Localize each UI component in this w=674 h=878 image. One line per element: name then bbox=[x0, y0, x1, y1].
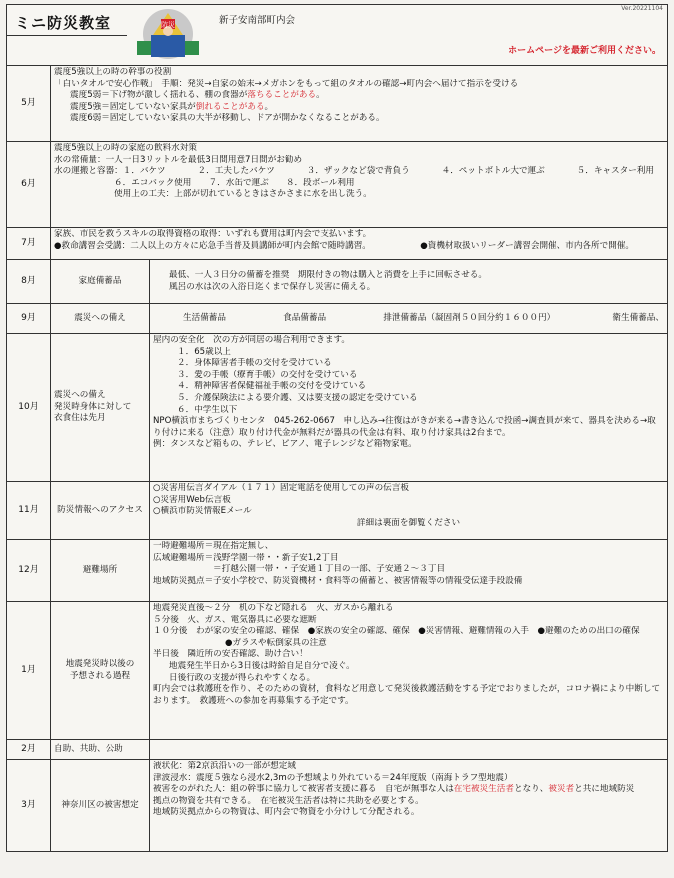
highlight-text: 在宅被災生活者 bbox=[453, 784, 514, 795]
text-line: 家族、市民を救うスキルの取得資格の取得：いずれも費用は町内会で支払います。 bbox=[54, 229, 372, 239]
row-august bbox=[7, 260, 668, 304]
topic-line: 地震発災時以後の bbox=[65, 658, 135, 669]
month-cell: 1月 bbox=[7, 602, 51, 740]
content-cell bbox=[51, 66, 668, 142]
text-line: ６．エコバック使用 ７．水缶で運ぶ ８．段ボール利用 bbox=[114, 177, 355, 188]
content-cell bbox=[150, 304, 668, 334]
text-line: 風呂の水は次の入浴日迄くまで保存し災害に備える。 bbox=[169, 281, 376, 292]
text-line: 被害をのがれた人：組の幹事に協力して被害者支援に暮る 自宅が無事な人は在宅被災生活者となり、被災者と共に地域防災 bbox=[153, 784, 635, 795]
row-december bbox=[7, 540, 668, 602]
text-line: 拠点の物資を共有できる。 在宅被災生活者は特に共助を必要とする。 bbox=[153, 795, 424, 806]
row-july bbox=[7, 228, 668, 260]
text-line: ６．中学生以下 bbox=[177, 404, 238, 415]
text-line: ５．介護保険法による要介護、又は要支援の認定を受けている bbox=[177, 392, 418, 403]
month-cell: 2月 bbox=[7, 740, 51, 760]
text-line: 水の常備量：一人一日3リットルを最低3日間用意7日間がお勧め bbox=[54, 154, 303, 165]
row-october bbox=[7, 334, 668, 482]
text-line: ２．身体障害者手帳の交付を受けている bbox=[177, 358, 332, 369]
row-january bbox=[7, 602, 668, 740]
month-cell: 10月 bbox=[7, 334, 51, 482]
text-line: ○横浜市防災情報Eメール bbox=[153, 506, 252, 517]
topic-line: 発災時身体に対して bbox=[54, 401, 132, 412]
text-line: 液状化：第2京浜沿いの一部が想定域 bbox=[153, 761, 296, 771]
text-line: 「白いタオルで安心作戦」 手順：発災→自家の始末→メガホンをもって組のタオルの確認→町内会へ届けて指示を受ける bbox=[54, 78, 519, 89]
text-line: 津波浸水：震度５強なら浸水2,3mの予想域より外れている＝24年度版（南海トラフ型地震） bbox=[153, 772, 513, 783]
content-cell bbox=[51, 142, 668, 228]
text-line: 水の運搬と容器：１．バケツ ２．工夫したバケツ ３．ザックなど袋で背負う ４．ペットボトル大で運ぶ ５．キャスター利用 bbox=[54, 166, 654, 177]
text-line: NPO横浜市まちづくりセンタ 045-262-0667 申し込み→往復はがきが来る→書き込んで投函→調査員が来て、器具を決める→取り付けに来る（注意）取り付け代金が無料だが器具の代金は有料、取り付け家具は2台まで。 bbox=[153, 416, 656, 438]
topic-cell bbox=[51, 334, 150, 482]
month-cell: 11月 bbox=[7, 482, 51, 540]
text-line: 地震発生半日から3日後は時給自足自分で凌ぐ。 bbox=[169, 660, 355, 671]
text-line: 屋内の安全化 次の方が同居の場合利用できます。 bbox=[153, 335, 350, 345]
text-line: ●救命講習会受講：二人以上の方々に応急手当普及員講師が町内会館で随時講習。 ●資機材取扱いリーダー講習会開催、市内各所で開催。 bbox=[54, 240, 634, 251]
row-september bbox=[7, 304, 668, 334]
topic-cell: 避難場所 bbox=[51, 540, 150, 602]
text-line: 例：タンスなど箱もの、テレビ、ピアノ、電子レンジなど箱物家電。 bbox=[153, 439, 417, 450]
text-line: 町内会では救護班を作り、そのための資材，食料など用意して発災後救護活動をする予定でおりましたが，コロナ禍により中断しております。 救護班への参加を再募集する予定です。 bbox=[153, 684, 661, 706]
highlight-text: 落ちることがある bbox=[247, 90, 317, 101]
homepage-notice: ホームページを最新ご利用ください。 bbox=[508, 46, 661, 56]
text-line: ●ガラスや転倒家具の注意 bbox=[225, 637, 327, 648]
row-march bbox=[7, 760, 668, 852]
topic-cell: 自助、共助、公助 bbox=[51, 740, 150, 760]
text-line: 震度5強以上の時の家庭の飲料水対策 bbox=[54, 143, 197, 153]
row-february bbox=[7, 740, 668, 760]
text-line: ○災害用Web伝言板 bbox=[153, 494, 231, 505]
highlight-text: 被災者 bbox=[548, 784, 575, 795]
month-cell: 8月 bbox=[7, 260, 51, 304]
text-line: 震度6弱＝固定していない家具の大半が移動し、ドアが開かなくなることがある。 bbox=[70, 113, 385, 124]
text-line: 地震発災直後～２分 机の下など隠れる 火、ガスから離れる bbox=[153, 603, 394, 613]
topic-line: 予想される過程 bbox=[69, 670, 131, 681]
topic-cell: 神奈川区の被害想定 bbox=[51, 760, 150, 852]
text-line: 広域避難場所＝浅野学園一帯・・新子安1,2丁目 bbox=[153, 552, 339, 563]
month-cell: 12月 bbox=[7, 540, 51, 602]
topic-line: 衣食住は先月 bbox=[54, 413, 106, 424]
text-line: 使用上の工夫：上部が切れているときはさかさまに水を出し洗う。 bbox=[114, 189, 372, 200]
schedule-table bbox=[6, 65, 668, 852]
highlight-text: 倒れることがある bbox=[195, 101, 265, 112]
text-line: ３．愛の手帳（療育手帳）の交付を受けている bbox=[177, 369, 358, 380]
text-line: 詳細は裏面を御覧ください bbox=[356, 517, 461, 528]
row-may bbox=[7, 66, 668, 142]
text-line: 一時避難場所＝現在指定無し、 bbox=[153, 541, 274, 551]
text-line: 生活備蓄品 食品備蓄品 排泄備蓄品（凝固剤５０回分約１６００円） 衛生備蓄品、 bbox=[183, 312, 664, 323]
text-line: １．65歳以上 bbox=[177, 346, 231, 357]
text-line: 半日後 隣近所の安否確認、助け合い！ bbox=[153, 649, 308, 660]
content-cell bbox=[150, 740, 668, 760]
text-line: 震度5強以上の時の幹事の役割 bbox=[54, 67, 172, 77]
content-cell bbox=[150, 540, 668, 602]
content-cell bbox=[51, 228, 668, 260]
text-line: 日後行政の支援が得られやすくなる。 bbox=[169, 672, 316, 683]
text-line: 地域防災拠点からの物資は、町内会で物資を小分けして分配される。 bbox=[153, 807, 420, 818]
content-cell bbox=[150, 760, 668, 852]
text-line: 地域防災拠点＝子安小学校で、防災資機材・食料等の備蓄と、被害情報等の情報受伝達手段設備 bbox=[153, 575, 523, 586]
text-line: １０分後 わが家の安全の確認、確保 ●家族の安全の確認、確保 ●災害情報、避難情報の入手 ●避難のための出口の確保 bbox=[153, 626, 640, 637]
content-cell bbox=[150, 334, 668, 482]
page-title: ミニ防災教室 bbox=[15, 14, 112, 32]
month-cell: 3月 bbox=[7, 760, 51, 852]
topic-cell: 震災への備え bbox=[51, 304, 150, 334]
text-line: 最低、一人３日分の備蓄を推奨 期限付きの物は購入と消費を上手に回転させる。 bbox=[169, 269, 487, 280]
text-line: 震度5強＝固定していない家具が倒れることがある。 bbox=[70, 101, 274, 112]
month-cell: 9月 bbox=[7, 304, 51, 334]
bousai-logo bbox=[131, 7, 205, 61]
title-underline bbox=[7, 35, 127, 36]
month-cell: 7月 bbox=[7, 228, 51, 260]
content-cell bbox=[150, 260, 668, 304]
content-cell bbox=[150, 602, 668, 740]
content-cell bbox=[150, 482, 668, 540]
text-line: ５分後 火、ガス、電気器具に必要な遮断 bbox=[153, 614, 317, 625]
text-line: ４．精神障害者保健福祉手帳の交付を受けている bbox=[177, 381, 367, 392]
topic-cell: 防災情報へのアクセス bbox=[51, 482, 150, 540]
page bbox=[6, 4, 668, 872]
version-label: Ver.20221104 bbox=[621, 5, 663, 12]
row-june bbox=[7, 142, 668, 228]
text-line: 震度5弱＝下げ物が激しく揺れる、棚の食器が落ちることがある。 bbox=[70, 90, 325, 101]
month-cell: 5月 bbox=[7, 66, 51, 142]
text-line: ＝打越公園一帯・・子安通１丁目の一部、子安通２～３丁目 bbox=[213, 564, 446, 575]
row-november bbox=[7, 482, 668, 540]
organization-name: 新子安南部町内会 bbox=[219, 15, 296, 26]
topic-cell: 家庭備蓄品 bbox=[51, 260, 150, 304]
text-line: ○災害用伝言ダイアル（１７１）固定電話を使用しての声の伝言板 bbox=[153, 483, 409, 493]
header bbox=[6, 4, 668, 65]
month-cell: 6月 bbox=[7, 142, 51, 228]
topic-line: 震災への備え bbox=[54, 390, 106, 401]
logo-text: 防災 bbox=[161, 21, 175, 29]
topic-cell bbox=[51, 602, 150, 740]
